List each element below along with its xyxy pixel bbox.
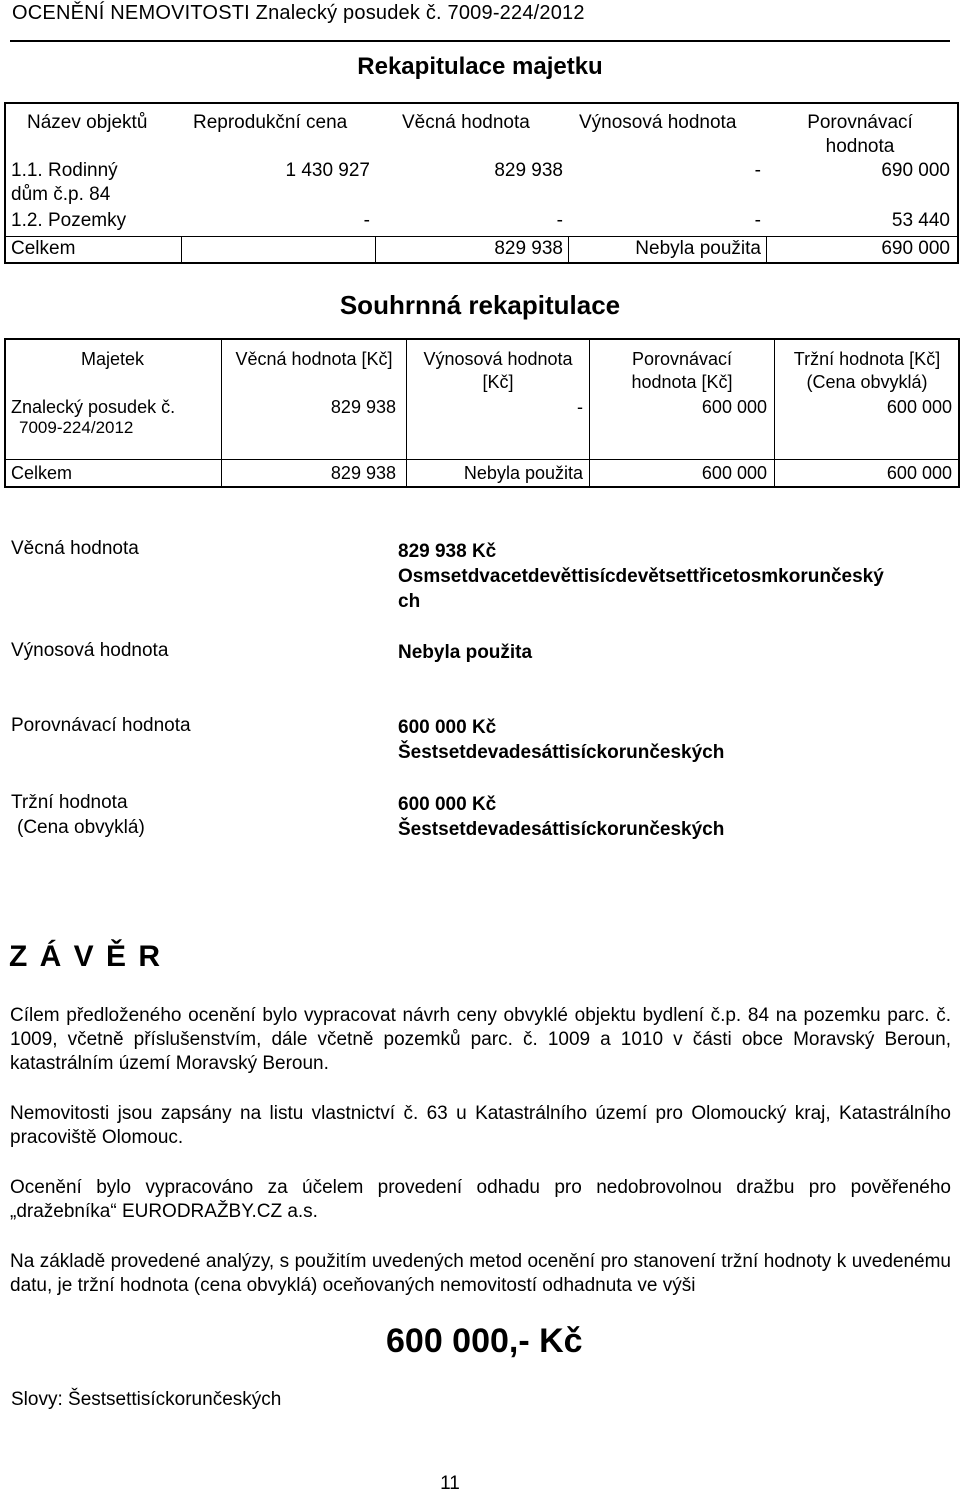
summary-total-market: 600 000: [886, 463, 952, 483]
recap-row1-name-2: dům č.p. 84: [11, 184, 111, 205]
recap-row2-reproduction: -: [363, 210, 370, 231]
summary-header-comparative: Porovnávací: [631, 349, 733, 369]
recap-total-comparative: 690 000: [881, 238, 950, 259]
summary-row-market: 600 000: [886, 397, 952, 417]
recap-row2-comparative: 53 440: [891, 210, 950, 231]
recap-row1-material: 829 938: [494, 160, 563, 181]
summary-header-market: Tržní hodnota [Kč]: [793, 349, 941, 369]
market-value-amount: 600 000 Kč: [398, 794, 497, 815]
recap-table-col-divider: [568, 236, 569, 263]
recap-row1-comparative: 690 000: [881, 160, 950, 181]
recap-total-yield: Nebyla použita: [635, 238, 761, 259]
recap-row1-yield: -: [754, 160, 761, 181]
comparative-value-amount: 600 000 Kč: [398, 717, 497, 738]
document-header: OCENĚNÍ NEMOVITOSTI Znalecký posudek č. 7009-224/2012: [12, 2, 585, 24]
material-value-words-2: ch: [398, 591, 421, 612]
conclusion-paragraph-1: Cílem předloženého ocenění bylo vypracovat návrh ceny obvyklé objektu bydlení č.p. 84 na pozemku parc. č. 1009, včetně příslušenstvím, dále včetně pozemků parc. č. 1009 a 1010 v části obce Moravský Beroun, katastrálním území Moravský Beroun.: [10, 1005, 951, 1074]
summary-row-comparative: 600 000: [701, 397, 767, 417]
summary-header-yield: Výnosová hodnota: [423, 349, 573, 369]
recap-header-material: Věcná hodnota: [402, 112, 530, 133]
final-value-words: Slovy: Šestsettisíckorunčeských: [11, 1389, 282, 1410]
material-value-amount: 829 938 Kč: [398, 541, 497, 562]
final-value: 600 000,- Kč: [386, 1322, 583, 1360]
summary-table-col-divider: [406, 338, 407, 487]
recap-table-col-divider: [181, 236, 182, 263]
recap-table-col-divider: [766, 236, 767, 263]
recap-table-total-divider: [4, 236, 959, 237]
conclusion-paragraph-3: Ocenění bylo vypracováno za účelem provedení odhadu pro nedobrovolnou dražbu pro pověřeného „dražebníka“ EURODRAŽBY.CZ a.s.: [10, 1177, 951, 1222]
market-value-words: Šestsetdevadesáttisíckorunčeských: [398, 819, 725, 840]
comparative-value-label: Porovnávací hodnota: [11, 715, 191, 736]
recap-header-reproduction: Reprodukční cena: [193, 112, 348, 133]
summary-row-yield: -: [577, 397, 583, 417]
summary-header-comparative-2: hodnota [Kč]: [631, 372, 733, 392]
material-value-label: Věcná hodnota: [11, 538, 139, 559]
summary-total-comparative: 600 000: [701, 463, 767, 483]
summary-header-yield-2: [Kč]: [482, 372, 514, 392]
market-value-label-2: (Cena obvyklá): [17, 817, 145, 838]
conclusion-paragraph-4: Na základě provedené analýzy, s použitím uvedených metod ocenění pro stanovení tržní hodnoty k uvedenému datu, je tržní hodnota (cena obvyklá) oceňovaných nemovitostí odhadnuta ve výši: [10, 1251, 951, 1296]
summary-title: Souhrnná rekapitulace: [339, 290, 621, 320]
recap-header-name: Název objektů: [27, 112, 148, 133]
recap-header-comparative-2: hodnota: [825, 136, 895, 157]
recap-header-comparative: Porovnávací: [807, 112, 913, 133]
recap-total-material: 829 938: [494, 238, 563, 259]
summary-row-material: 829 938: [330, 397, 396, 417]
conclusion-heading: Z Á V Ě R: [9, 940, 163, 973]
page-number: 11: [440, 1473, 460, 1494]
summary-total-material: 829 938: [330, 463, 396, 483]
recap-title: Rekapitulace majetku: [357, 53, 603, 80]
comparative-value-words: Šestsetdevadesáttisíckorunčeských: [398, 742, 725, 763]
summary-row-asset: Znalecký posudek č.: [11, 397, 176, 417]
summary-table-col-divider: [774, 338, 775, 487]
material-value-words: Osmsetdvacetdevěttisícdevětsettřicetosmkorunčeský: [398, 566, 884, 587]
conclusion-paragraph-2: Nemovitosti jsou zapsány na listu vlastnictví č. 63 u Katastrálního území pro Olomoucký kraj, Katastrálního pracoviště Olomouc.: [10, 1103, 951, 1148]
recap-row2-yield: -: [754, 210, 761, 231]
recap-row1-name: 1.1. Rodinný: [11, 160, 118, 181]
yield-value-amount: Nebyla použita: [398, 642, 533, 663]
recap-total-label: Celkem: [11, 238, 76, 259]
recap-row1-reproduction: 1 430 927: [285, 160, 370, 181]
recap-header-yield: Výnosová hodnota: [579, 112, 737, 133]
yield-value-label: Výnosová hodnota: [11, 640, 169, 661]
summary-total-label: Celkem: [11, 463, 73, 483]
summary-table-col-divider: [589, 338, 590, 487]
market-value-label: Tržní hodnota: [11, 792, 128, 813]
summary-header-asset: Majetek: [80, 349, 145, 369]
summary-header-material: Věcná hodnota [Kč]: [235, 349, 393, 369]
summary-header-market-2: (Cena obvyklá): [806, 372, 928, 392]
recap-row2-material: -: [556, 210, 563, 231]
summary-total-yield: Nebyla použita: [463, 463, 583, 483]
recap-row2-name: 1.2. Pozemky: [11, 210, 127, 231]
summary-row-asset-2: 7009-224/2012: [19, 418, 134, 437]
recap-table-col-divider: [375, 236, 376, 263]
header-divider: [10, 40, 950, 42]
summary-table-total-divider: [4, 459, 960, 460]
summary-table-col-divider: [221, 338, 222, 487]
